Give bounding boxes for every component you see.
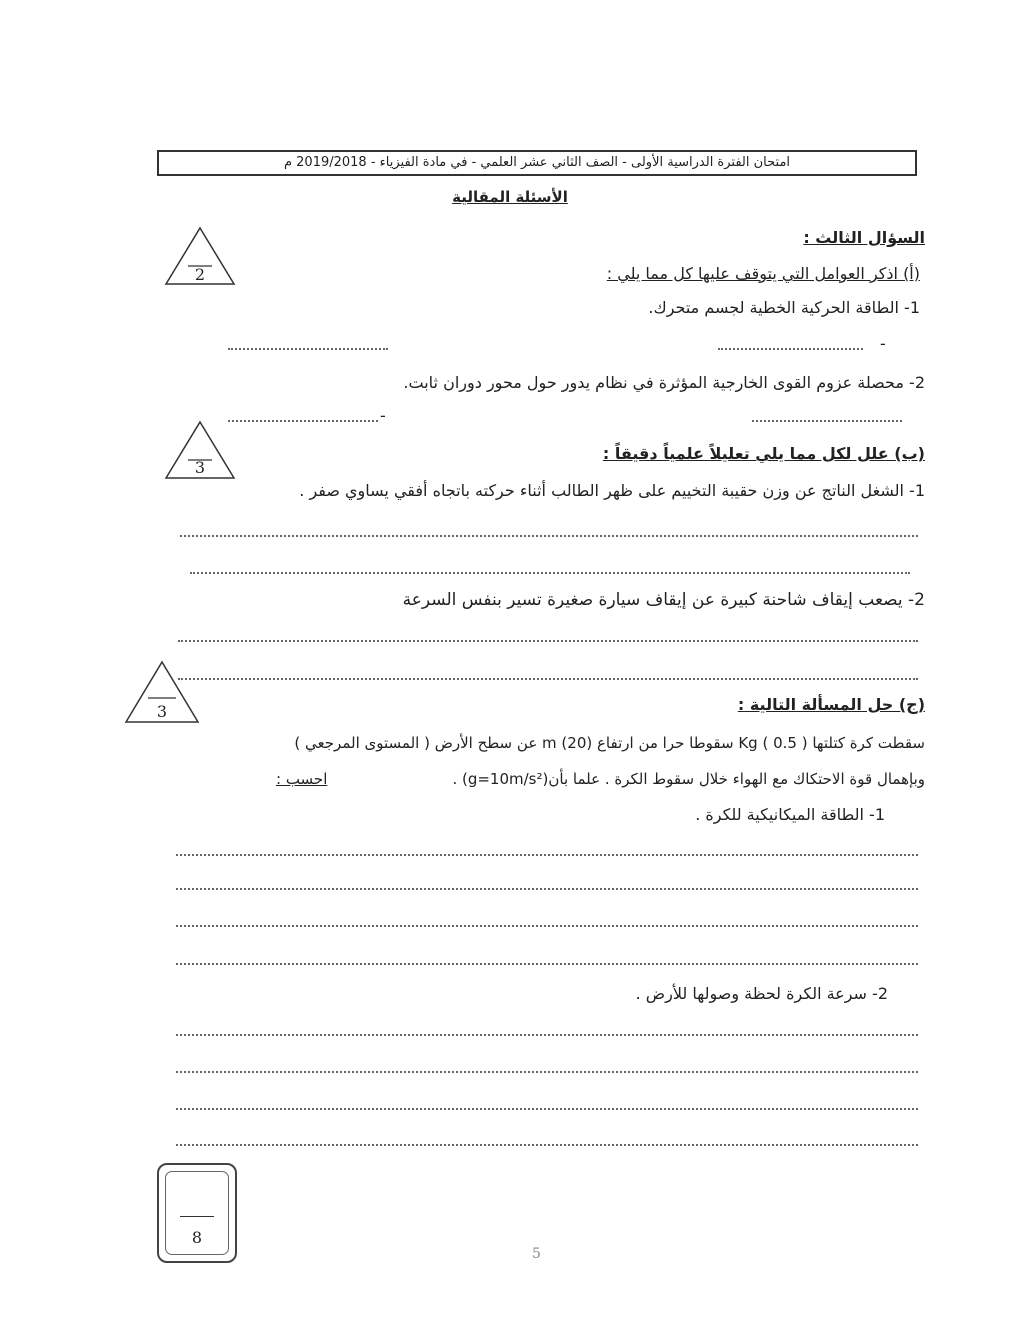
calc-label: احسب : [276, 770, 328, 788]
part-c-sub-2: 2- سرعة الكرة لحظة وصولها للأرض . [635, 984, 888, 1003]
answer-line [228, 348, 388, 350]
answer-line [176, 1034, 918, 1036]
part-a-heading: (أ) اذكر العوامل التي يتوقف عليها كل مما يلي : [606, 264, 920, 283]
total-score-inner [165, 1171, 229, 1255]
total-score-box [157, 1163, 237, 1263]
answer-line [176, 925, 918, 927]
problem-line-1: سقطت كرة كتلتها Kg ( 0.5 ) سقوطا حرا من ارتفاع m (20) عن سطح الأرض ( المستوى المرجعي ) [294, 734, 925, 752]
score-divider [180, 1216, 214, 1217]
answer-line [176, 1071, 918, 1073]
problem-line-2: وبإهمال قوة الاحتكاك مع الهواء خلال سقوط الكرة . علما بأن(g=10m/s²) . [452, 770, 925, 788]
answer-dash: - [380, 406, 386, 425]
part-b-item-2: 2- يصعب إيقاف شاحنة كبيرة عن إيقاف سيارة صغيرة تسير بنفس السرعة [402, 590, 925, 610]
part-a-item-1: 1- الطاقة الحركية الخطية لجسم متحرك. [648, 298, 920, 317]
answer-line [176, 854, 918, 856]
answer-line [176, 1108, 918, 1110]
answer-line [178, 640, 918, 642]
answer-line [178, 678, 918, 680]
answer-line [180, 535, 918, 537]
answer-line [190, 572, 910, 574]
part-c-heading: (ج) حل المسألة التالية : [737, 695, 925, 714]
answer-line [176, 888, 918, 890]
answer-dash: - [880, 334, 886, 353]
answer-line [718, 348, 863, 350]
part-b-heading: (ب) علل لكل مما يلي تعليلاً علمياً دقيقاً : [602, 444, 925, 463]
exam-header-title: امتحان الفترة الدراسية الأولى - الصف الثاني عشر العلمي - في مادة الفيزياء - 2019/2018 م [283, 155, 791, 170]
section-title: الأسئلة المقالية [452, 188, 568, 206]
answer-line [176, 1144, 918, 1146]
score-a-value: 2 [194, 265, 206, 284]
answer-line [752, 420, 902, 422]
score-c-value: 3 [156, 702, 168, 721]
page-number: 5 [532, 1246, 541, 1262]
part-b-item-1: 1- الشغل الناتج عن وزن حقيبة التخييم على ظهر الطالب أثناء حركته باتجاه أفقي يساوي صفر . [299, 481, 925, 500]
part-a-item-2: 2- محصلة عزوم القوى الخارجية المؤثرة في نظام يدور حول محور دوران ثابت. [403, 373, 925, 392]
total-score-value: 8 [191, 1228, 203, 1247]
answer-line [176, 963, 918, 965]
question-title: السؤال الثالث : [803, 228, 925, 247]
score-b-value: 3 [194, 458, 206, 477]
part-c-sub-1: 1- الطاقة الميكانيكية للكرة . [695, 805, 885, 824]
exam-header [157, 150, 917, 176]
answer-line [228, 420, 378, 422]
